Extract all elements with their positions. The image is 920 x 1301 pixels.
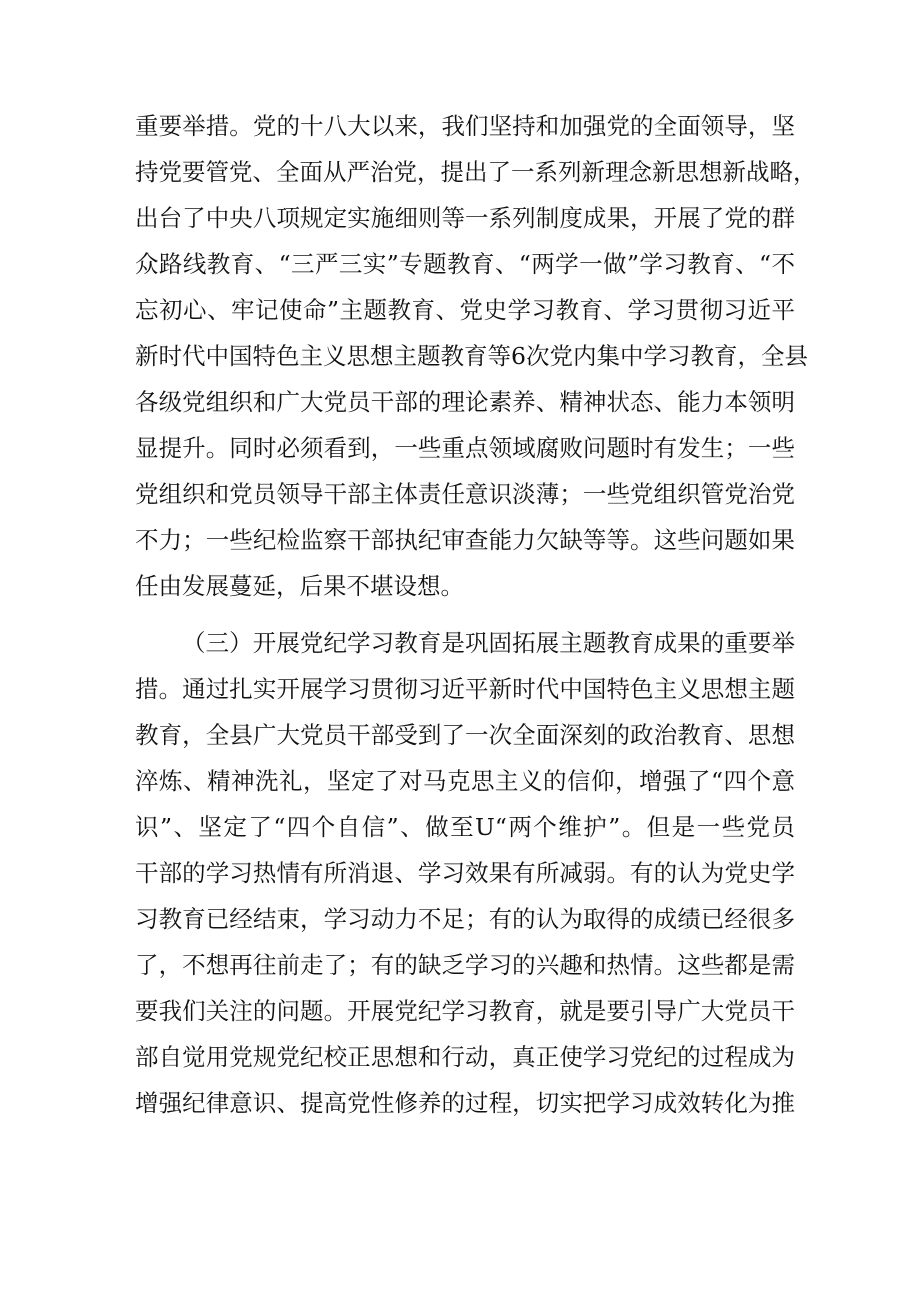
paragraph-line: 各级党组织和广大党员干部的理论素养、精神状态、能力本领明 <box>135 388 795 416</box>
paragraph-line: 不力；一些纪检监察干部执纪审查能力欠缺等等。这些问题如果 <box>135 526 795 554</box>
paragraph-line: 干部的学习热情有所消退、学习效果有所减弱。有的认为党史学 <box>135 859 795 887</box>
paragraph-line: 显提升。同时必须看到，一些重点领域腐败问题时有发生；一些 <box>135 434 795 462</box>
paragraph-line: 重要举措。党的十八大以来，我们坚持和加强党的全面领导，坚 <box>135 112 795 140</box>
paragraph-line: 忘初心、牢记使命”主题教育、党史学习教育、学习贯彻习近平 <box>135 296 795 324</box>
paragraph-line: 要我们关注的问题。开展党纪学习教育，就是要引导广大党员干 <box>135 997 795 1025</box>
paragraph-line: 习教育已经结束，学习动力不足；有的认为取得的成绩已经很多 <box>135 905 795 933</box>
paragraph-1 <box>135 103 817 609</box>
paragraph-line: 出台了中央八项规定实施细则等一系列制度成果，开展了党的群 <box>135 204 795 232</box>
paragraph-line: 了，不想再往前走了；有的缺乏学习的兴趣和热情。这些都是需 <box>135 951 795 979</box>
paragraph-line: 教育，全县广大党员干部受到了一次全面深刻的政治教育、思想 <box>135 721 795 749</box>
paragraph-line: 党组织和党员领导干部主体责任意识淡薄；一些党组织管党治党 <box>135 480 795 508</box>
paragraph-2 <box>135 620 795 1126</box>
paragraph-line: 措。通过扎实开展学习贯彻习近平新时代中国特色主义思想主题 <box>135 675 795 703</box>
paragraph-line: 增强纪律意识、提高党性修养的过程，切实把学习成效转化为推 <box>135 1089 795 1117</box>
paragraph-line: （三）开展党纪学习教育是巩固拓展主题教育成果的重要举 <box>182 629 795 657</box>
paragraph-line: 淬炼、精神洗礼，坚定了对马克思主义的信仰，增强了“四个意 <box>135 767 795 795</box>
paragraph-line: 部自觉用党规党纪校正思想和行动，真正使学习党纪的过程成为 <box>135 1043 795 1071</box>
paragraph-spacer <box>135 609 795 620</box>
paragraph-line: 众路线教育、“三严三实”专题教育、“两学一做”学习教育、“不 <box>135 250 795 278</box>
paragraph-line: 持党要管党、全面从严治党，提出了一系列新理念新思想新战略， <box>135 158 817 186</box>
paragraph-line: 任由发展蔓延，后果不堪设想。 <box>135 572 464 600</box>
document-body <box>135 103 817 1126</box>
paragraph-line: 识”、坚定了“四个自信”、做至U“两个维护”。但是一些党员 <box>135 813 795 841</box>
paragraph-line: 新时代中国特色主义思想主题教育等6次党内集中学习教育，全县 <box>135 342 808 370</box>
